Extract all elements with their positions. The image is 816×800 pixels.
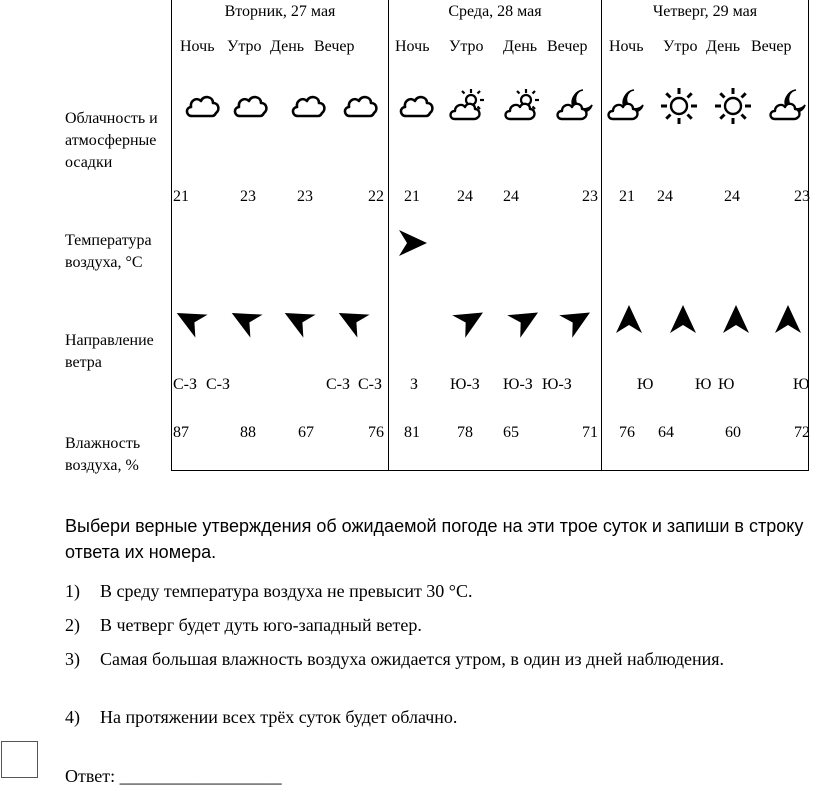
period-label: Утро <box>227 38 262 55</box>
cloud-icon <box>230 86 270 126</box>
period-label: День <box>706 38 741 55</box>
sun-behind-cloud-icon <box>502 86 542 126</box>
wind-direction-label: С-З <box>326 376 351 393</box>
cloud-icon <box>288 86 328 126</box>
day-title-wednesday: Среда, 28 мая <box>448 3 542 20</box>
temperature-value: 24 <box>724 188 740 205</box>
wind-direction-label: Ю <box>637 376 654 393</box>
wind-direction-label: С-З <box>358 376 383 393</box>
answer-row <box>65 764 282 788</box>
wind-direction-label: Ю <box>793 376 810 393</box>
period-label: Вечер <box>314 38 355 55</box>
cloud-icon <box>182 86 222 126</box>
arrow-northeast-icon <box>502 297 548 343</box>
arrow-north-icon <box>612 303 646 337</box>
answer-label: Ответ: <box>65 766 116 786</box>
temperature-value: 24 <box>657 188 673 205</box>
period-label: Утро <box>449 38 484 55</box>
wind-direction-label: Ю-З <box>503 376 533 393</box>
temperature-value: 23 <box>297 188 313 205</box>
humidity-value: 87 <box>173 424 189 441</box>
temperature-value: 21 <box>173 188 189 205</box>
humidity-value: 71 <box>582 424 598 441</box>
humidity-value: 72 <box>794 424 810 441</box>
moon-behind-cloud-icon <box>555 86 595 126</box>
temperature-value: 23 <box>794 188 810 205</box>
row-label-wind: Направление ветра <box>65 332 154 371</box>
table-divider-2 <box>601 0 602 471</box>
temperature-value: 24 <box>503 188 519 205</box>
option-number: 4) <box>65 707 80 727</box>
option-text: В четверг будет дуть юго-западный ветер. <box>100 615 422 635</box>
temperature-value: 21 <box>619 188 635 205</box>
period-label: День <box>270 38 305 55</box>
option-number: 2) <box>65 615 80 635</box>
wind-direction-label: З <box>410 376 419 393</box>
temperature-value: 23 <box>582 188 598 205</box>
table-border-bottom <box>171 470 809 471</box>
sun-behind-cloud-icon <box>447 86 487 126</box>
arrow-northeast-icon <box>447 297 493 343</box>
period-label: Утро <box>663 38 698 55</box>
cloud-icon <box>396 86 436 126</box>
arrow-northwest-icon <box>222 297 268 343</box>
arrow-north-icon <box>719 303 753 337</box>
humidity-value: 76 <box>619 424 635 441</box>
table-divider-1 <box>388 0 389 471</box>
humidity-value: 78 <box>457 424 473 441</box>
option-text: На протяжении всех трёх суток будет облачно. <box>100 707 458 727</box>
arrow-northwest-icon <box>329 297 375 343</box>
answer-input-line[interactable]: __________________ <box>119 766 282 786</box>
day-title-thursday: Четверг, 29 мая <box>652 3 758 20</box>
humidity-value: 67 <box>298 424 314 441</box>
option-3 <box>65 646 815 698</box>
option-number: 1) <box>65 581 80 601</box>
sun-icon <box>659 86 699 126</box>
row-label-humidity: Влажность воздуха, % <box>65 435 141 474</box>
option-number: 3) <box>65 649 80 669</box>
wind-direction-label: Ю-З <box>542 376 572 393</box>
humidity-value: 65 <box>503 424 519 441</box>
day-title-tuesday: Вторник, 27 мая <box>224 3 336 20</box>
row-label-clouds: Облачность и атмосферные осадки <box>65 110 158 171</box>
moon-behind-cloud-icon <box>768 86 808 126</box>
arrow-north-icon <box>666 303 700 337</box>
wind-direction-label: С-З <box>206 376 231 393</box>
wind-direction-label: Ю <box>695 376 712 393</box>
option-text: Самая большая влажность воздуха ожидается утром, в один из дней наблюдения. <box>100 649 725 669</box>
arrow-north-icon <box>771 303 805 337</box>
wind-direction-label: С-З <box>173 376 198 393</box>
wind-direction-label: Ю-З <box>450 376 480 393</box>
period-label: Вечер <box>547 38 588 55</box>
period-label: День <box>503 38 538 55</box>
arrow-northwest-icon <box>167 297 213 343</box>
sun-icon <box>713 86 753 126</box>
humidity-value: 76 <box>368 424 384 441</box>
arrow-northeast-icon <box>554 297 600 343</box>
humidity-value: 64 <box>658 424 674 441</box>
wind-direction-label: Ю <box>718 376 735 393</box>
humidity-value: 60 <box>725 424 741 441</box>
option-text: В среду температура воздуха не превысит 30 °С. <box>100 581 473 601</box>
arrow-northwest-icon <box>275 297 321 343</box>
period-label: Вечер <box>751 38 792 55</box>
temperature-value: 21 <box>404 188 420 205</box>
period-label: Ночь <box>609 38 644 55</box>
question-text: Выбери верные утверждения об ожидаемой погоде на эти трое суток и запиши в строку ответа их номера. <box>65 516 804 562</box>
period-label: Ночь <box>395 38 430 55</box>
temperature-value: 23 <box>240 188 256 205</box>
arrow-east-icon <box>395 226 429 260</box>
temperature-value: 24 <box>457 188 473 205</box>
humidity-value: 88 <box>240 424 256 441</box>
cloud-icon <box>340 86 380 126</box>
table-border-right <box>808 0 809 471</box>
moon-behind-cloud-icon <box>606 86 646 126</box>
temperature-value: 22 <box>368 188 384 205</box>
period-label: Ночь <box>180 38 215 55</box>
answer-checkbox[interactable] <box>1 741 38 778</box>
humidity-value: 81 <box>404 424 420 441</box>
row-label-temperature: Температура воздуха, °С <box>65 232 152 271</box>
